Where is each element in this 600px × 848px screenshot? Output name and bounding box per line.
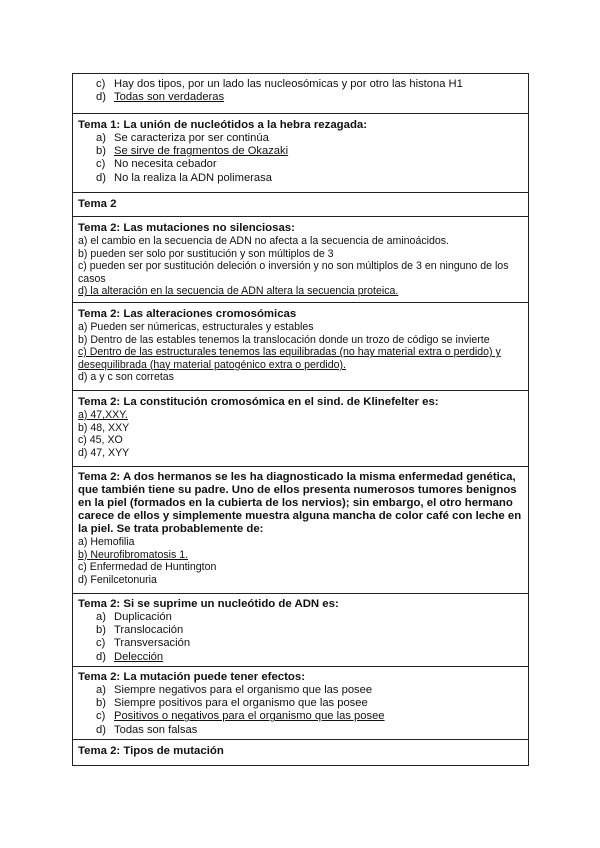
answer-line: a) Pueden ser númericas, estructurales y estables [78, 321, 314, 333]
section-heading-cell [73, 740, 528, 765]
question-cell [73, 114, 528, 193]
question-title: Tema 1: La unión de nucleótidos a la hebra rezagada: [78, 119, 368, 131]
quiz-table [72, 73, 529, 766]
answer-line: b) 48, XXY [78, 421, 130, 434]
answer-line: d) 47, XYY [78, 446, 130, 459]
question-cell [73, 391, 528, 467]
section-heading: Tema 2 [78, 198, 117, 210]
question-cell [73, 667, 528, 740]
question-title: Tema 2: La mutación puede tener efectos: [78, 671, 306, 683]
answer-line: b) Dentro de las estables tenemos la translocación donde un trozo de código se invierte [78, 333, 490, 346]
answer-line-correct: d) la alteración en la secuencia de ADN altera la secuencia proteica. [78, 285, 399, 298]
question-cell [73, 217, 528, 303]
option: b) Siempre positivos para el organismo que las posee [96, 697, 368, 710]
question-cell [73, 303, 528, 391]
question-title: Tema 2: Las mutaciones no silenciosas: [78, 222, 295, 234]
question-title: Tema 2: Las alteraciones cromosómicas [78, 308, 297, 320]
answer-line: b) pueden ser solo por sustitución y son múltiplos de 3 [78, 247, 334, 260]
question-title: Tema 2: Si se suprime un nucleótido de ADN es: [78, 598, 339, 610]
question-title: Tema 2: La constitución cromosómica en el sind. de Klinefelter es: [78, 396, 439, 408]
section-heading-cell [73, 193, 528, 217]
answer-line: a) el cambio en la secuencia de ADN no afecta a la secuencia de aminoácidos. [78, 235, 450, 247]
answer-line: a) Hemofilia [78, 536, 135, 548]
answer-line-correct: a) 47,XXY. [78, 409, 128, 421]
option: b) Translocación [96, 624, 184, 637]
section-heading: Tema 2: Tipos de mutación [78, 745, 224, 757]
option: a) Duplicación [96, 611, 172, 623]
option: a) Se caracteriza por ser continúa [96, 132, 269, 144]
question-cell [73, 467, 528, 594]
answer-line-correct: c) Dentro de las estructurales tenemos las equilibradas (no hay material extra o perdido) y desequilibrada (hay material patogénico extra o perdido). [78, 346, 501, 371]
question-cell [73, 74, 528, 114]
answer-line: c) pueden ser por sustitución deleción o inversión y no son múltiplos de 3 en ninguno de los casos [78, 260, 509, 285]
question-cell [73, 594, 528, 667]
option: c) Hay dos tipos, por un lado las nucleosómicas y por otro las histona H1 [96, 78, 463, 90]
option-correct: d) Todas son verdaderas [96, 91, 225, 104]
option-correct: c) Positivos o negativos para el organismo que las posee [96, 710, 385, 723]
answer-line: d) Fenilcetonuria [78, 573, 157, 586]
answer-line: d) a y c son corretas [78, 371, 174, 384]
option: c) No necesita cebador [96, 158, 217, 171]
answer-line: c) 45, XO [78, 434, 123, 447]
option-correct: b) Se sirve de fragmentos de Okazaki [96, 145, 289, 158]
option: d) Todas son falsas [96, 723, 198, 736]
option: a) Siempre negativos para el organismo que las posee [96, 684, 373, 696]
answer-line: c) Enfermedad de Huntington [78, 561, 217, 574]
option: d) No la realiza la ADN polimerasa [96, 171, 272, 184]
answer-line-correct: b) Neurofibromatosis 1. [78, 548, 189, 561]
option-correct: d) Delección [96, 650, 164, 663]
question-title: Tema 2: A dos hermanos se les ha diagnosticado la misma enfermedad genética, que también tiene su padre. Uno de ellos presenta numerosos tumores benignos en la piel (formados en la cubierta de los nervios); sin embargo, el otro hermano carece de ellos y simplemente muestra alguna mancha de color café con leche en la piel. Se trata probablemente de: [78, 471, 522, 535]
option: c) Transversación [96, 637, 191, 650]
